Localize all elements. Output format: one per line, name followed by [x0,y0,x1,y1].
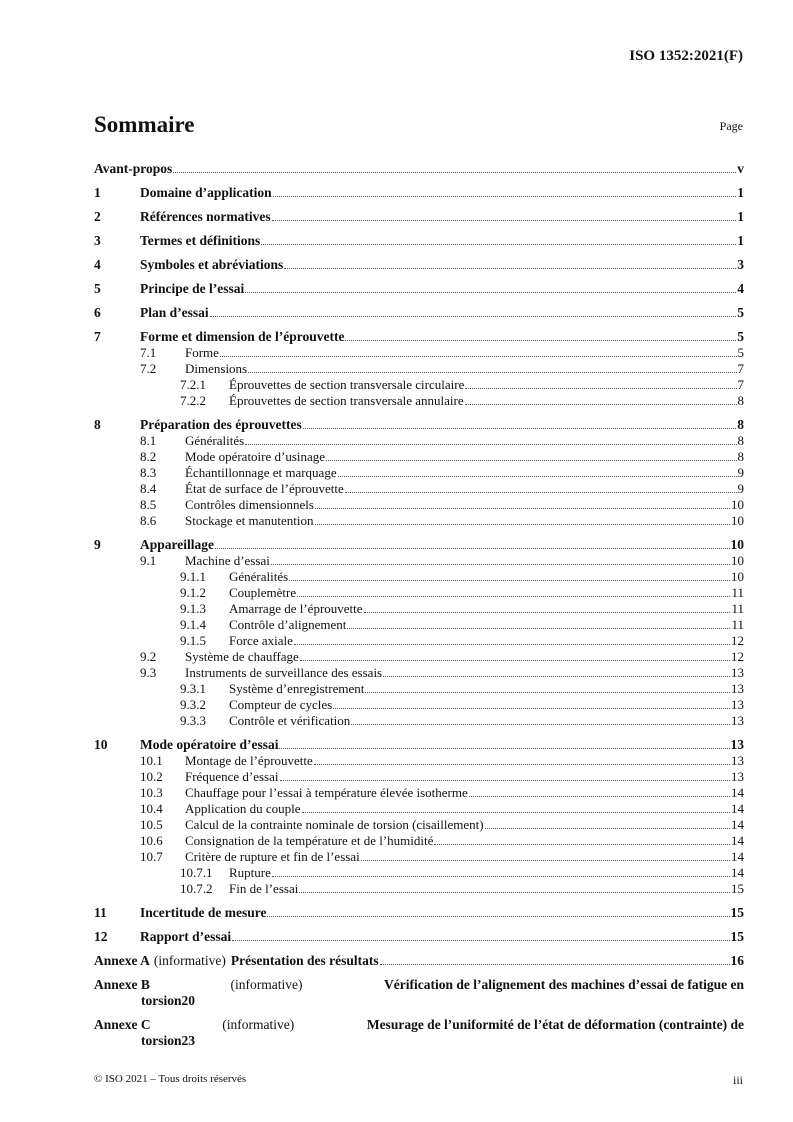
dot-leader [315,524,730,525]
page-number: iii [732,1073,743,1087]
section-page: 14 [731,849,744,864]
section-title: Instruments de surveillance des essais [185,665,383,680]
section-title: Plan d’essai [140,305,209,320]
annex-page: 20 [181,993,195,1008]
annex-kind: (informative) [230,977,303,992]
section-number: 9.2 [140,649,157,664]
section-page: v [737,161,744,176]
section-page: 12 [731,633,744,648]
dot-leader [245,444,736,445]
dot-leader [261,244,736,245]
dot-leader [315,508,730,509]
section-page: 14 [731,817,744,832]
dot-leader [289,580,730,581]
section-title: Système de chauffage [185,649,299,664]
section-number: 2 [94,209,101,224]
section-number: 10.6 [140,833,163,848]
dot-leader [326,460,736,461]
section-page: 13 [731,753,744,768]
section-title: Éprouvettes de section transversale circulaire [229,377,465,392]
dot-leader [300,660,730,661]
toc-annex-entry[interactable] [94,945,744,969]
section-page: 8 [737,449,744,464]
section-number: 10.7.2 [180,881,213,896]
section-page: 14 [731,801,744,816]
section-title: Fin de l’essai [229,881,299,896]
toc-entry[interactable] [94,297,744,321]
section-page: 14 [731,833,744,848]
toc-entry[interactable] [94,449,744,465]
section-number: 10 [94,737,108,752]
dot-leader [314,764,730,765]
section-page: 7 [737,377,744,392]
section-page: 11 [731,601,744,616]
toc-entry[interactable] [94,569,744,585]
toc-entry[interactable] [94,361,744,377]
section-number: 9.3.1 [180,681,206,696]
section-title: Compteur de cycles [229,697,333,712]
section-title: Principe de l’essai [140,281,245,296]
section-title: Consignation de la température et de l’humidité [185,833,434,848]
section-page: 1 [737,233,744,248]
dot-leader [333,708,730,709]
toc-entry[interactable] [94,849,744,865]
toc-entry[interactable] [94,585,744,601]
toc-entry[interactable] [94,153,744,177]
toc-entry[interactable] [94,633,744,649]
toc-entry[interactable] [94,393,744,409]
section-title: Contrôle d’alignement [229,617,347,632]
toc-entry[interactable] [94,833,744,849]
dot-leader [173,172,736,173]
section-number: 10.2 [140,769,163,784]
section-title: Force axiale [229,633,293,648]
toc-entry[interactable] [94,249,744,273]
dot-leader [345,340,736,341]
section-page: 8 [737,433,744,448]
section-number: 8 [94,417,101,432]
annex-title-continuation [94,993,744,1009]
dot-leader [294,644,730,645]
section-page: 9 [737,481,744,496]
toc-entry[interactable] [94,801,744,817]
toc-entry[interactable] [94,665,744,681]
section-title: Chauffage pour l’essai à température élevée isotherme [185,785,468,800]
annex-label: Annexe B [94,977,150,992]
section-page: 10 [730,537,744,552]
section-title: État de surface de l’éprouvette [185,481,344,496]
dot-leader [215,548,730,549]
section-page: 15 [730,929,744,944]
section-number: 9.1.5 [180,633,206,648]
section-page: 15 [731,881,744,896]
dot-leader [351,724,730,725]
dot-leader [248,372,736,373]
section-page: 5 [737,345,744,360]
toc-entry[interactable] [94,177,744,201]
section-title: Calcul de la contrainte nominale de torsion (cisaillement) [185,817,484,832]
dot-leader [299,892,730,893]
section-page: 13 [731,697,744,712]
section-page: 1 [737,209,744,224]
section-page: 13 [731,713,744,728]
dot-leader [273,196,737,197]
copyright-notice: © ISO 2021 – Tous droits réservés [94,1073,247,1085]
section-title: Stockage et manutention [185,513,314,528]
section-number: 4 [94,257,101,272]
section-page: 15 [730,905,744,920]
toc-entry[interactable] [94,769,744,785]
toc-annex-entry[interactable] [94,1009,744,1049]
dot-leader [302,812,730,813]
section-title: Contrôles dimensionnels [185,497,314,512]
section-number: 9.1.3 [180,601,206,616]
annex-label: Annexe A [94,953,150,968]
section-title: Forme [185,345,219,360]
dot-leader [485,828,730,829]
section-title: Appareillage [140,537,214,552]
section-number: 9.1.2 [180,585,206,600]
toc-entry[interactable] [94,785,744,801]
section-title: Couplemètre [229,585,297,600]
dot-leader [297,596,730,597]
dot-leader [271,564,730,565]
section-title: Rupture [229,865,271,880]
annex-title-cont: torsion [141,1033,182,1048]
section-title: Préparation des éprouvettes [140,417,302,432]
toc-entry[interactable] [94,201,744,225]
section-number: 6 [94,305,101,320]
section-number: 1 [94,185,101,200]
section-number: 8.5 [140,497,157,512]
section-title: Montage de l’éprouvette [185,753,313,768]
section-number: 8.1 [140,433,157,448]
section-number: 8.3 [140,465,157,480]
section-title: Avant-propos [94,161,173,176]
toc-entry[interactable] [94,409,744,433]
dot-leader [364,612,731,613]
section-number: 8.6 [140,513,157,528]
section-page: 5 [737,305,744,320]
dot-leader [465,404,737,405]
dot-leader [338,476,737,477]
section-page: 10 [731,497,744,512]
dot-leader [279,748,729,749]
toc-entry[interactable] [94,817,744,833]
toc-entry[interactable] [94,529,744,553]
annex-title: Mesurage de l’uniformité de l’état de déformation (contrainte) de [366,1017,744,1032]
section-title: Symboles et abréviations [140,257,284,272]
section-title: Application du couple [185,801,301,816]
annex-line [94,1017,744,1033]
section-page: 14 [731,785,744,800]
section-title: Échantillonnage et marquage [185,465,337,480]
dot-leader [303,428,737,429]
toc-entry[interactable] [94,433,744,449]
dot-leader [245,292,736,293]
dot-leader [365,692,730,693]
section-page: 11 [731,617,744,632]
section-title: Éprouvettes de section transversale annulaire [229,393,464,408]
toc-entry[interactable] [94,321,744,345]
section-title: Machine d’essai [185,553,270,568]
annex-kind: (informative) [153,953,226,968]
section-title: Mode opératoire d’essai [140,737,279,752]
annex-title: Vérification de l’alignement des machines d’essai de fatigue en [384,977,744,992]
toc-entry[interactable] [94,465,744,481]
toc-entry[interactable] [94,897,744,921]
section-title: Références normatives [140,209,271,224]
section-number: 12 [94,929,108,944]
section-title: Forme et dimension de l’éprouvette [140,329,345,344]
section-page: 12 [731,649,744,664]
section-page: 13 [731,769,744,784]
section-title: Critère de rupture et fin de l’essai [185,849,360,864]
toc-entry[interactable] [94,273,744,297]
toc-entry[interactable] [94,617,744,633]
annex-kind: (informative) [222,1017,295,1032]
section-page: 5 [737,329,744,344]
section-number: 9.3 [140,665,157,680]
section-title: Domaine d’application [140,185,272,200]
section-page: 11 [731,585,744,600]
section-page: 13 [731,665,744,680]
section-page: 10 [731,513,744,528]
page-column-label: Page [719,119,743,133]
toc-entry[interactable] [94,481,744,497]
toc-entry[interactable] [94,753,744,769]
dot-leader [469,796,730,797]
section-title: Incertitude de mesure [140,905,267,920]
dot-leader [280,780,731,781]
dot-leader [465,388,736,389]
section-title: Rapport d’essai [140,929,232,944]
toc-entry[interactable] [94,865,744,881]
annex-label: Annexe C [94,1017,151,1032]
toc-entry[interactable] [94,881,744,897]
dot-leader [383,676,730,677]
section-page: 13 [731,681,744,696]
dot-leader [361,860,730,861]
document-id: ISO 1352:2021(F) [629,48,743,64]
dot-leader [347,628,730,629]
section-number: 10.3 [140,785,163,800]
section-number: 10.4 [140,801,163,816]
toc-annex-entry[interactable] [94,969,744,1009]
section-page: 4 [737,281,744,296]
section-number: 8.2 [140,449,157,464]
annex-line [94,977,744,993]
toc-entry[interactable] [94,225,744,249]
section-number: 11 [94,905,107,920]
section-number: 9.1 [140,553,157,568]
section-number: 9.3.3 [180,713,206,728]
section-number: 9.1.1 [180,569,206,584]
toc-entry[interactable] [94,345,744,361]
section-page: 9 [737,465,744,480]
section-page: 10 [731,569,744,584]
annex-page: 16 [730,953,744,968]
dot-leader [380,964,730,965]
toc-entry[interactable] [94,697,744,713]
section-page: 13 [730,737,744,752]
section-title: Amarrage de l’éprouvette [229,601,363,616]
dot-leader [210,316,737,317]
section-number: 7.2.1 [180,377,206,392]
annex-title: Présentation des résultats [230,953,379,968]
section-page: 8 [737,417,744,432]
toc-entry[interactable] [94,681,744,697]
section-page: 14 [731,865,744,880]
section-title: Fréquence d’essai [185,769,279,784]
section-number: 9.3.2 [180,697,206,712]
annex-title-continuation [94,1033,744,1049]
section-title: Termes et définitions [140,233,261,248]
section-page: 1 [737,185,744,200]
section-number: 10.1 [140,753,163,768]
toc-entry[interactable] [94,553,744,569]
toc-entry[interactable] [94,601,744,617]
section-title: Système d’enregistrement [229,681,365,696]
toc-entry[interactable] [94,649,744,665]
section-number: 9 [94,537,101,552]
section-number: 7.1 [140,345,157,360]
section-title: Généralités [229,569,289,584]
section-number: 3 [94,233,101,248]
section-page: 3 [737,257,744,272]
dot-leader [272,220,737,221]
section-number: 10.7 [140,849,163,864]
toc-entry[interactable] [94,713,744,729]
dot-leader [434,844,730,845]
section-number: 7.2.2 [180,393,206,408]
toc-entry[interactable] [94,377,744,393]
section-number: 8.4 [140,481,157,496]
dot-leader [284,268,736,269]
annex-line [94,953,744,969]
dot-leader [345,492,737,493]
toc-entry[interactable] [94,921,744,945]
page-title: Sommaire [94,112,195,137]
annex-page: 23 [181,1033,195,1048]
toc-entry[interactable] [94,497,744,513]
section-number: 7.2 [140,361,157,376]
dot-leader [272,876,730,877]
section-title: Dimensions [185,361,248,376]
section-page: 7 [737,361,744,376]
dot-leader [220,356,737,357]
dot-leader [267,916,729,917]
annex-title-cont: torsion [141,993,182,1008]
section-number: 7 [94,329,101,344]
section-number: 10.5 [140,817,163,832]
section-number: 9.1.4 [180,617,206,632]
section-title: Généralités [185,433,245,448]
section-number: 10.7.1 [180,865,213,880]
table-of-contents [94,153,744,1049]
section-page: 8 [737,393,744,408]
section-title: Mode opératoire d’usinage [185,449,326,464]
dot-leader [232,940,729,941]
section-title: Contrôle et vérification [229,713,351,728]
toc-entry[interactable] [94,513,744,529]
section-page: 10 [731,553,744,568]
toc-entry[interactable] [94,729,744,753]
section-number: 5 [94,281,101,296]
